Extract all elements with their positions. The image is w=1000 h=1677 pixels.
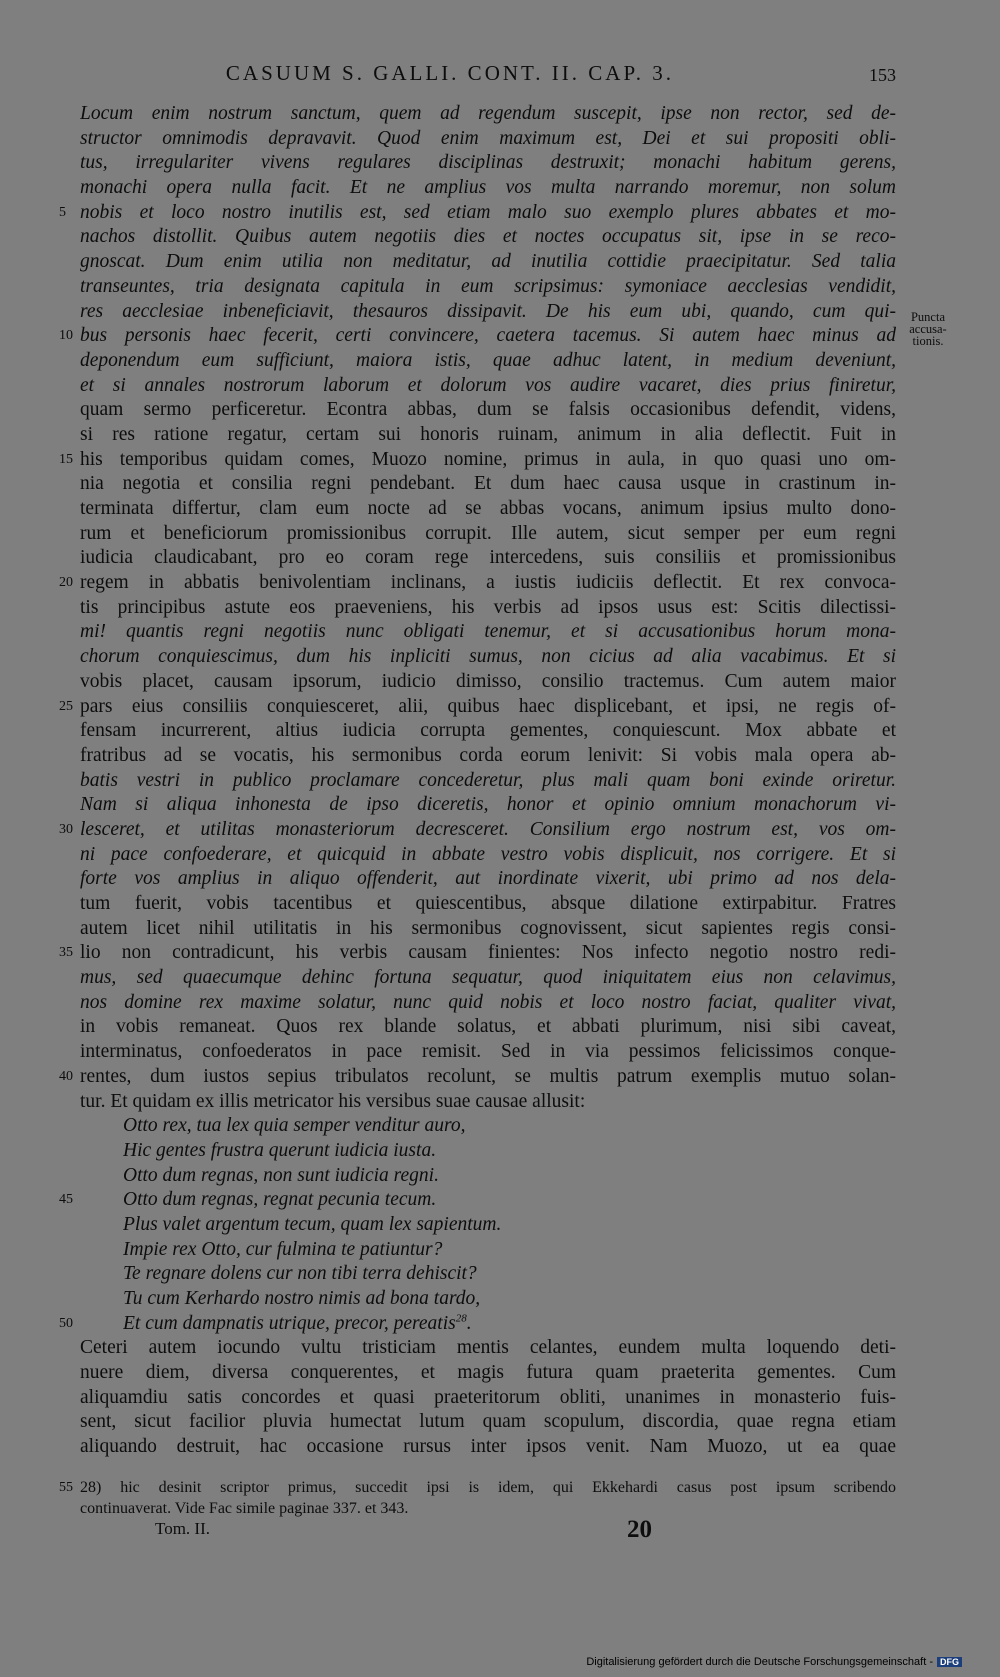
line-text (80, 1361, 896, 1386)
text-line (0, 176, 1000, 201)
line-content: et si annales nostrorum laborum et dolorum vos audire vacaret, dies prius finiretur, (80, 374, 896, 396)
text-line (0, 448, 1000, 473)
footnote-line (0, 1498, 1000, 1519)
text-line (0, 423, 1000, 448)
line-text (80, 1435, 896, 1460)
line-text (80, 1065, 896, 1090)
line-content: ni pace confoederare, et quicquid in abbate vestro vobis displicuit, nos corrigere. Et si (80, 843, 896, 865)
verse-line (123, 1238, 723, 1263)
text-line (0, 1040, 1000, 1065)
line-content: aliquando destruit, hac occasione rursus inter ipsos venit. Nam Muozo, ut ea quae (80, 1436, 896, 1458)
verse-line: Et cum dampnatis utrique, precor, pereatis$^{28}$. (123, 1312, 472, 1334)
text-line (0, 793, 1000, 818)
page-number: 153 (869, 65, 896, 85)
line-content: tus, irregulariter vivens regulares disciplinas destruxit; monachi habitum gerens, (80, 152, 896, 174)
line-content: Tu cum Kerhardo nostro nimis ad bona tardo, (123, 1288, 481, 1309)
text-line (0, 843, 1000, 868)
line-content: his temporibus quidam comes, Muozo nomine, primus in aula, in quo quasi uno om- (80, 448, 896, 470)
line-number: 15 (59, 451, 73, 467)
text-line (0, 201, 1000, 226)
text-line (0, 966, 1000, 991)
line-content: tur. Et quidam ex illis metricator his versibus suae causae allusit: (80, 1090, 586, 1112)
text-line (0, 349, 1000, 374)
text-line (0, 250, 1000, 275)
text-line (0, 991, 1000, 1016)
verse-line (123, 1287, 723, 1312)
margin-note: Puncta accusa-tionis. (909, 310, 947, 348)
text-line (0, 1139, 1000, 1164)
text-line (0, 670, 1000, 695)
line-content: res aecclesiae inbeneficiavit, thesauros dissipavit. De his eum ubi, quando, cum qui- (80, 300, 896, 322)
line-content: nuere diem, diversa conquerentes, et magis futura quam praeterita gementes. Cum (80, 1362, 896, 1384)
text-line (0, 1361, 1000, 1386)
footnotes (0, 1477, 1000, 1519)
line-content: Ceteri autem iocundo vultu tristiciam mentis celantes, eundem multa loquendo deti- (80, 1337, 896, 1359)
line-text (80, 546, 896, 571)
text-line (0, 1090, 1000, 1115)
line-content: tum fuerit, vobis tacentibus et quiescentibus, absque dilatione extirpabitur. Fratres (80, 893, 896, 914)
line-text (80, 1015, 896, 1040)
text-line (0, 769, 1000, 794)
line-content: nia negotia et consilia regni pendebant. Et dum haec causa usque in crastinum in- (80, 473, 896, 495)
line-content: monachi opera nulla facit. Et ne amplius vos multa narrando moremur, non solum (80, 177, 896, 199)
line-text (80, 1090, 896, 1115)
text-line (0, 300, 1000, 325)
line-text (80, 448, 896, 473)
line-content: mi! quantis regni negotiis nunc obligati tenemur, et si accusationibus horum mona- (80, 621, 896, 643)
line-content: autem licet nihil utilitatis in his sermonibus cognovissent, sicut sapientes regis consi- (80, 917, 896, 939)
line-content: sent, sicut facilior pluvia humectat lutum quam scopulum, discordia, quae regna etiam (80, 1411, 896, 1433)
line-content: Otto dum regnas, non sunt iudicia regni. (123, 1164, 439, 1186)
line-content: nobis et loco nostro inutilis est, sed etiam malo suo exemplo plures abbates et mo- (80, 201, 896, 223)
text-line (0, 324, 1000, 349)
text-line (0, 1114, 1000, 1139)
footnote-line (0, 1477, 1000, 1498)
line-text (80, 225, 896, 250)
line-text (80, 867, 896, 892)
line-text (80, 620, 896, 645)
line-text (80, 1410, 896, 1435)
text-line (0, 719, 1000, 744)
text-line (0, 225, 1000, 250)
text-line (0, 941, 1000, 966)
line-content: nachos distollit. Quibus autem negotiis dies et noctes occupatus sit, ipse in se reco- (80, 226, 896, 248)
text-line (0, 867, 1000, 892)
dfg-logo: DFG (937, 1657, 962, 1667)
line-text (80, 201, 896, 226)
line-text (80, 497, 896, 522)
line-content: forte vos amplius in aliquo offenderit, aut inordinate vixerit, ubi primo ad nos dela- (80, 868, 896, 890)
line-number: 20 (59, 575, 73, 591)
text-line (0, 818, 1000, 843)
signature-mark: 20 (627, 1516, 652, 1543)
verse-line (123, 1188, 723, 1213)
line-content: Locum enim nostrum sanctum, quem ad regendum suscepit, ipse non rector, sed de- (80, 103, 896, 124)
line-content: aliquamdiu satis concordes et quasi praeteritorum obliti, unanimes in monasterio fuis- (80, 1386, 896, 1408)
text-line (0, 522, 1000, 547)
text-line (0, 374, 1000, 399)
line-content: pars eius consiliis conquiesceret, alii, quibus haec displicebant, et ipsi, ne regis of- (80, 695, 896, 717)
line-content: lio non contradicunt, his verbis causam finientes: Nos infecto negotio nostro redi- (80, 942, 896, 964)
line-text (80, 769, 896, 794)
line-content: Plus valet argentum tecum, quam lex sapientum. (123, 1213, 502, 1235)
line-text (80, 423, 896, 448)
line-text (80, 571, 896, 596)
line-text (80, 250, 896, 275)
line-text (80, 719, 896, 744)
text-line (0, 695, 1000, 720)
text-line (0, 645, 1000, 670)
line-content: regem in abbatis benivolentiam inclinans, a iustis iudiciis deflectit. Et rex convoca- (80, 572, 896, 594)
line-text (80, 151, 896, 176)
line-content: chorum conquiescimus, dum his inpliciti sumus, non cicius ad alia vacabimus. Et si (80, 646, 896, 668)
line-text (80, 596, 896, 621)
line-content: tis principibus astute eos praeveniens, his verbis ad ipsos usus est: Scitis dilectissi- (80, 596, 896, 618)
line-number: 45 (59, 1192, 73, 1208)
line-number: 35 (59, 945, 73, 961)
line-content: terminata differtur, clam eum nocte ad se abbas vocans, animum ipsius multo dono- (80, 498, 896, 519)
text-line (0, 151, 1000, 176)
text-line (0, 1213, 1000, 1238)
line-text (80, 324, 896, 349)
line-content: Otto dum regnas, regnat pecunia tecum. (123, 1189, 437, 1211)
line-text (80, 744, 896, 769)
line-content: Et cum dampnatis utrique, precor, pereatis (123, 1312, 456, 1334)
line-text (80, 1040, 896, 1065)
text-line (0, 1287, 1000, 1312)
line-content: quam sermo perficeretur. Econtra abbas, dum se falsis occasionibus defendit, videns, (80, 399, 896, 421)
text-line (0, 1336, 1000, 1361)
verse-line (123, 1164, 723, 1189)
text-line (0, 1386, 1000, 1411)
line-text (80, 300, 896, 325)
line-text (80, 793, 896, 818)
line-content: Te regnare dolens cur non tibi terra dehiscit? (123, 1263, 477, 1285)
line-text (80, 398, 896, 423)
text-line (0, 1435, 1000, 1460)
line-content: deponendum eum sufficiunt, maiora istis, quae adhuc latent, in medium deveniunt, (80, 349, 896, 371)
line-text (80, 843, 896, 868)
text-line (0, 596, 1000, 621)
text-line (0, 275, 1000, 300)
line-content: Impie rex Otto, cur fulmina te patiuntur? (123, 1238, 443, 1260)
line-content: vobis placet, causam ipsorum, iudicio dimisso, consilio tractemus. Cum autem maior (80, 670, 896, 692)
line-content: si res ratione regatur, certam sui honoris ruinam, animum in alia deflectit. Fuit in (80, 423, 896, 445)
text-line (0, 398, 1000, 423)
line-content: nos domine rex maxime solatur, nunc quid nobis et loco nostro faciat, qualiter vivat, (80, 991, 896, 1013)
line-content: rentes, dum iustos sepius tribulatos recolunt, se multis patrum exemplis mutuo solan- (80, 1065, 896, 1087)
line-text (80, 991, 896, 1016)
line-number: 5 (59, 204, 66, 220)
line-text (80, 176, 896, 201)
text-line (0, 917, 1000, 942)
footnote-text: continuaverat. Vide Fac simile paginae 337. et 343. (80, 1500, 409, 1517)
line-text (80, 374, 896, 399)
line-text (80, 1386, 896, 1411)
line-text (80, 472, 896, 497)
page-header (80, 61, 896, 91)
line-text (80, 349, 896, 374)
line-text (80, 670, 896, 695)
line-content: lesceret, et utilitas monasteriorum decresceret. Consilium ergo nostrum est, vos om- (80, 818, 896, 840)
text-line (0, 1188, 1000, 1213)
credit-text: Digitalisierung gefördert durch die Deutsche Forschungsgemeinschaft - (586, 1656, 933, 1668)
text-line (0, 1065, 1000, 1090)
text-line (0, 127, 1000, 152)
line-number: 40 (59, 1068, 73, 1084)
digitization-credit (586, 1656, 962, 1668)
line-text (80, 941, 896, 966)
line-text (80, 1336, 896, 1361)
line-content: fratribus ad se vocatis, his sermonibus corda eorum lenivit: Si vobis mala opera ab- (80, 744, 896, 766)
line-text (80, 645, 896, 670)
text-line (0, 1164, 1000, 1189)
line-text (80, 892, 896, 917)
line-text (80, 522, 896, 547)
main-text (0, 102, 1000, 1460)
line-number: 55 (59, 1480, 73, 1495)
line-content: in vobis remaneat. Quos rex blande solatus, et abbati plurimum, nisi sibi caveat, (80, 1016, 896, 1038)
line-number: 10 (59, 328, 73, 344)
text-line (0, 102, 1000, 127)
line-content: Nam si aliqua inhonesta de ipso diceretis, honor et opinio omnium monachorum vi- (80, 794, 896, 816)
line-text (80, 818, 896, 843)
text-line (0, 1015, 1000, 1040)
verse-line (123, 1114, 723, 1139)
text-line (0, 744, 1000, 769)
footnote-reference: 28 (455, 1312, 467, 1325)
line-content: interminatus, confoederatos in pace remisit. Sed in via pessimos felicissimos conque- (80, 1041, 896, 1063)
text-line (0, 497, 1000, 522)
text-line (0, 472, 1000, 497)
footnote-text: 28) hic desinit scriptor primus, succedit ipsi is idem, qui Ekkehardi casus post ipsum scribendo (80, 1479, 896, 1496)
text-line (0, 1262, 1000, 1287)
line-text (80, 917, 896, 942)
line-text (80, 127, 896, 152)
line-number: 30 (59, 821, 73, 837)
line-content: batis vestri in publico proclamare concederetur, plus mali quam boni exinde oriretur. (80, 769, 896, 791)
line-content: gnoscat. Dum enim utilia non meditatur, ad inutilia cottidie praecipitatur. Sed talia (80, 251, 896, 273)
line-content: bus personis haec fecerit, certi convincere, caetera tacemus. Si autem haec minus ad (80, 325, 896, 347)
text-line (0, 1312, 1000, 1337)
line-content: rum et beneficiorum promissionibus corrupit. Ille autem, sicut semper per eum regni (80, 522, 896, 544)
line-number: 50 (59, 1315, 73, 1331)
line-content: transeuntes, tria designata capitula in eum scripsimus: symoniace aecclesias vendidit, (80, 275, 896, 297)
line-content: iudicia claudicabant, pro eo coram rege intercedens, suis consiliis et promissionibus (80, 547, 896, 569)
text-line (0, 1238, 1000, 1263)
line-number: 25 (59, 698, 73, 714)
line-content: Hic gentes frustra querunt iudicia iusta. (123, 1139, 437, 1161)
volume-signature: Tom. II. (155, 1519, 210, 1538)
line-text (80, 966, 896, 991)
line-content: fensam incurrerent, altius iudicia corrupta gementes, conquiescunt. Mox abbate et (80, 720, 896, 742)
text-line (0, 1410, 1000, 1435)
text-line (0, 892, 1000, 917)
verse-line (123, 1139, 723, 1164)
line-text (80, 102, 896, 127)
verse-line (123, 1213, 723, 1238)
text-line (0, 546, 1000, 571)
text-line (0, 571, 1000, 596)
running-title: CASUUM S. GALLI. CONT. II. CAP. 3. (225, 61, 675, 85)
line-content: Otto rex, tua lex quia semper venditur auro, (123, 1115, 466, 1137)
line-content: structor omnimodis depravavit. Quod enim maximum est, Dei et sui propositi obli- (80, 127, 896, 149)
verse-line (123, 1262, 723, 1287)
text-line (0, 620, 1000, 645)
line-text (80, 695, 896, 720)
line-content: mus, sed quaecumque dehinc fortuna sequatur, quod iniquitatem eius non celavimus, (80, 967, 896, 989)
line-text (80, 275, 896, 300)
